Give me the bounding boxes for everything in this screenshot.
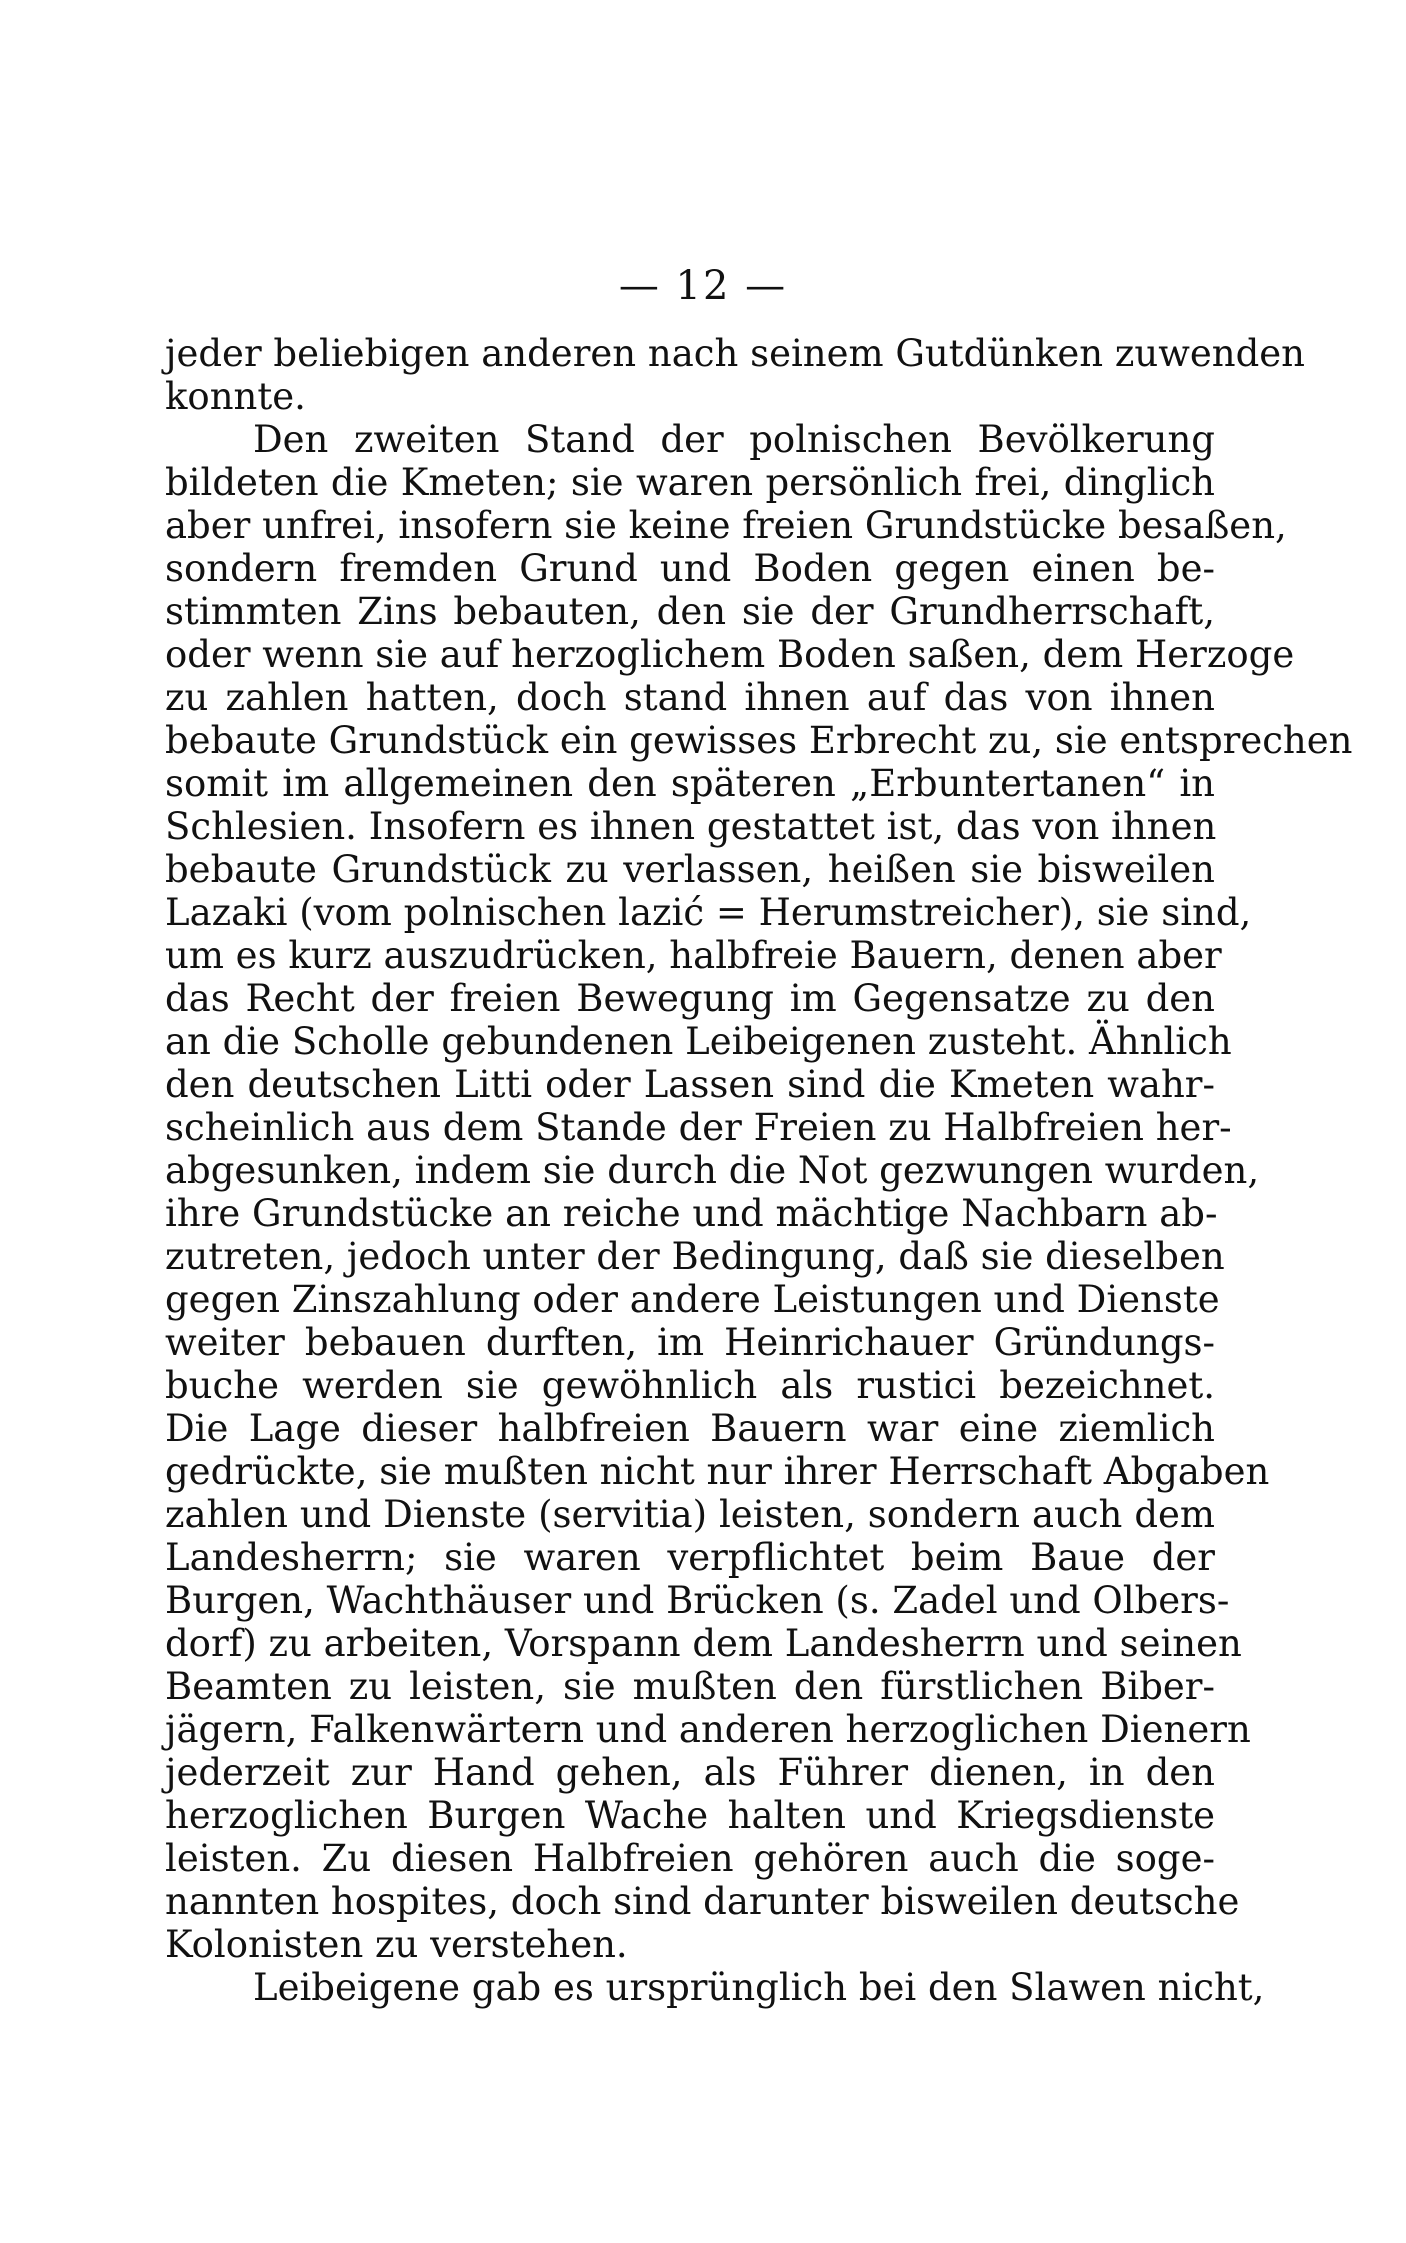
text-line: an die Scholle gebundenen Leibeigenen zusteht. Ähnlich [165,1020,1232,1063]
text-line: bebaute Grundstück zu verlassen, heißen sie bisweilen [165,848,1215,891]
body-text [165,332,1353,2009]
paragraph-start-line: Leibeigene gab es ursprünglich bei den Slawen nicht, [253,1966,1265,2009]
text-line: stimmten Zins bebauten, den sie der Grundherrschaft, [165,590,1215,633]
text-line: jederzeit zur Hand gehen, als Führer dienen, in den [165,1751,1215,1794]
text-line: leisten. Zu diesen Halbfreien gehören auch die soge- [165,1837,1215,1880]
text-line: Die Lage dieser halbfreien Bauern war eine ziemlich [165,1407,1215,1450]
text-line: weiter bebauen durften, im Heinrichauer Gründungs- [165,1321,1215,1364]
text-line: jeder beliebigen anderen nach seinem Gutdünken zuwenden [165,332,1306,375]
text-line: jägern, Falkenwärtern und anderen herzoglichen Dienern [165,1708,1251,1751]
text-line: zutreten, jedoch unter der Bedingung, daß sie dieselben [165,1235,1225,1278]
text-line: buche werden sie gewöhnlich als rustici bezeichnet. [165,1364,1215,1407]
text-line: dorf) zu arbeiten, Vorspann dem Landesherrn und seinen [165,1622,1242,1665]
page-number: — 12 — [618,263,788,309]
text-line: Kolonisten zu verstehen. [165,1923,628,1966]
text-line: bebaute Grundstück ein gewisses Erbrecht zu, sie entsprechen [165,719,1353,762]
text-line: abgesunken, indem sie durch die Not gezwungen wurden, [165,1149,1260,1192]
text-line: um es kurz auszudrücken, halbfreie Bauern, denen aber [165,934,1222,977]
text-line: Lazaki (vom polnischen lazić = Herumstreicher), sie sind, [165,891,1252,934]
text-line: ihre Grundstücke an reiche und mächtige Nachbarn ab- [165,1192,1218,1235]
text-line: Landesherrn; sie waren verpflichtet beim Baue der [165,1536,1215,1579]
text-line: herzoglichen Burgen Wache halten und Kriegsdienste [165,1794,1215,1837]
paragraph-start-line: Den zweiten Stand der polnischen Bevölkerung [253,418,1215,461]
text-line: zu zahlen hatten, doch stand ihnen auf das von ihnen [165,676,1215,719]
text-line: das Recht der freien Bewegung im Gegensatze zu den [165,977,1215,1020]
text-line: somit im allgemeinen den späteren „Erbuntertanen“ in [165,762,1215,805]
text-line: sondern fremden Grund und Boden gegen einen be- [165,547,1215,590]
text-line: nannten hospites, doch sind darunter bisweilen deutsche [165,1880,1240,1923]
text-line: Beamten zu leisten, sie mußten den fürstlichen Biber- [165,1665,1215,1708]
text-line: konnte. [165,375,306,418]
text-line: aber unfrei, insofern sie keine freien Grundstücke besaßen, [165,504,1287,547]
text-line: den deutschen Litti oder Lassen sind die Kmeten wahr- [165,1063,1215,1106]
text-line: Burgen, Wachthäuser und Brücken (s. Zadel und Olbers- [165,1579,1230,1622]
text-line: gegen Zinszahlung oder andere Leistungen und Dienste [165,1278,1220,1321]
text-line: Schlesien. Insofern es ihnen gestattet ist, das von ihnen [165,805,1217,848]
text-line: scheinlich aus dem Stande der Freien zu Halbfreien her- [165,1106,1232,1149]
text-line: zahlen und Dienste (servitia) leisten, sondern auch dem [165,1493,1215,1536]
text-line: bildeten die Kmeten; sie waren persönlich frei, dinglich [165,461,1215,504]
text-line: oder wenn sie auf herzoglichem Boden saßen, dem Herzoge [165,633,1295,676]
text-line: gedrückte, sie mußten nicht nur ihrer Herrschaft Abgaben [165,1450,1270,1493]
